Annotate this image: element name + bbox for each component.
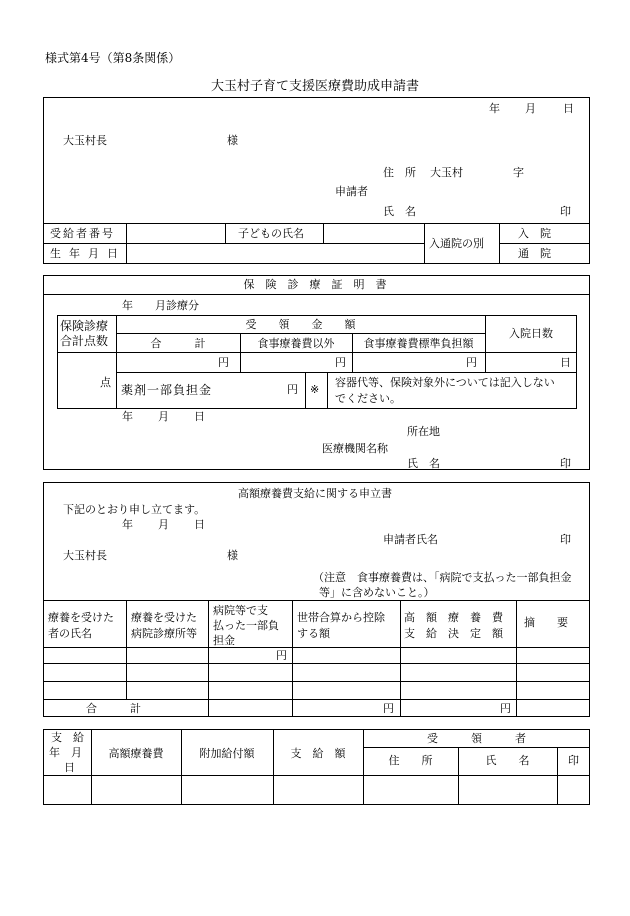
col-household-header: 世帯合算から控除 する額: [297, 611, 385, 640]
divider: [126, 223, 127, 264]
note-text-1: 容器代等、保険対象外については記入しない: [335, 376, 555, 389]
note-mark: ※: [310, 383, 320, 396]
high-cost-date-year: 年: [122, 518, 133, 531]
divider: [91, 729, 92, 805]
application-date-month: 月: [525, 102, 536, 115]
drug-copay-label: 薬剤一部負担金: [121, 383, 213, 397]
applicant-seal: 印: [560, 205, 571, 218]
child-name-label: 子どもの氏名: [238, 227, 304, 240]
divider: [43, 775, 590, 776]
meal-yen: 円: [466, 356, 477, 369]
high-cost-statement: 下記のとおり申し立てます。: [63, 503, 206, 516]
high-cost-amount-label: 高額療養費: [108, 747, 164, 760]
doctor-seal: 印: [560, 457, 571, 470]
non-meal-yen: 円: [335, 356, 346, 369]
recipient-header: 受 領 者: [427, 732, 526, 745]
page-title: 大玉村子育て支援医療費助成申請書: [210, 79, 419, 94]
recipient-address-label: 住 所: [388, 754, 433, 767]
institution-location-label: 所在地: [407, 425, 440, 438]
address-aza: 字: [513, 166, 524, 179]
address-label: 住 所: [383, 166, 416, 179]
decision-total-yen: 円: [500, 702, 511, 715]
divider: [116, 372, 577, 373]
high-cost-title: 高額療養費支給に関する申立書: [238, 487, 392, 500]
certificate-date-month: 月: [158, 410, 169, 423]
application-date-day: 日: [563, 102, 574, 115]
divider: [424, 223, 425, 264]
divider: [126, 600, 127, 699]
total-yen: 円: [218, 356, 229, 369]
institution-name-label: 医療機関名称: [322, 442, 388, 455]
divider: [485, 315, 486, 372]
divider: [323, 223, 324, 243]
inpatient-days-header: 入院日数: [509, 327, 553, 340]
divider: [327, 372, 328, 409]
recipient-name-label: 氏 名: [485, 754, 530, 767]
applicant-label: 申請者: [335, 185, 368, 198]
points-header: 保険診療合計点数: [60, 319, 109, 348]
col-remarks-header: 摘 要: [524, 616, 568, 629]
inpatient-label: 入 院: [518, 227, 551, 240]
addressee: 大玉村長: [63, 134, 107, 147]
form-number: 様式第4号（第8条関係）: [45, 51, 181, 65]
col-decision-header: 高 額 療 養 費 支 給 決 定 額: [404, 611, 503, 640]
certificate-date-year: 年: [122, 410, 133, 423]
divider: [116, 333, 485, 334]
divider: [516, 600, 517, 717]
high-cost-seal: 印: [560, 533, 571, 546]
note-text-2: でください。: [335, 392, 401, 405]
divider: [43, 243, 424, 244]
divider: [116, 352, 577, 353]
additional-benefit-label: 附加給付額: [199, 747, 255, 760]
divider: [305, 372, 306, 409]
high-cost-addressee: 大玉村長: [63, 549, 107, 562]
payment-date-label-3: 日: [64, 761, 75, 774]
birthdate-label: 生年月日: [50, 247, 126, 260]
divider: [273, 729, 274, 805]
address-village: 大玉村: [430, 166, 463, 179]
divider: [400, 600, 401, 717]
high-cost-date-day: 日: [194, 518, 205, 531]
doctor-name-label: 氏 名: [407, 457, 440, 470]
caution-2: 等」に含めないこと。）: [319, 586, 435, 599]
divider: [225, 223, 226, 243]
honorific: 様: [227, 134, 238, 147]
divider: [499, 243, 590, 244]
certificate-date-day: 日: [194, 410, 205, 423]
col-hospital-header: 療養を受けた 病院診療所等: [131, 611, 197, 640]
divider: [57, 352, 116, 353]
amount-header: 受 領 金 額: [245, 318, 356, 331]
household-total-yen: 円: [383, 702, 394, 715]
high-cost-total-label: 合 計: [86, 702, 141, 715]
treatment-period: 年 月診療分: [122, 299, 199, 312]
total-header: 合 計: [150, 337, 206, 350]
caution-1: （注意 食事療養費は、「病院で支払った一部負担金: [313, 571, 572, 584]
in-out-label: 入通院の別: [429, 237, 484, 250]
high-cost-applicant-name-label: 申請者氏名: [383, 533, 438, 546]
high-cost-date-month: 月: [158, 518, 169, 531]
meal-header: 食事療養費標準負担額: [363, 337, 474, 350]
divider: [292, 600, 293, 717]
divider: [363, 747, 590, 748]
payment-date-label-2: 年 月: [49, 746, 82, 759]
divider: [208, 600, 209, 717]
divider: [43, 294, 590, 295]
high-cost-honorific: 様: [227, 549, 238, 562]
col-patient-header: 療養を受けた 者の氏名: [48, 611, 114, 640]
payment-date-label-1: 支 給: [51, 731, 84, 744]
divider: [43, 699, 590, 700]
application-date-year: 年: [489, 102, 500, 115]
recipient-number-label: 受給者番号: [50, 227, 115, 240]
paid-yen: 円: [276, 649, 287, 662]
non-meal-header: 食事療養費以外: [257, 337, 335, 350]
days-unit: 日: [560, 356, 571, 369]
applicant-name-label: 氏 名: [383, 205, 416, 218]
payment-amount-label: 支 給 額: [290, 747, 346, 760]
drug-copay-yen: 円: [287, 383, 298, 396]
col-paid-header: 病院等で支 払った一部負 担金: [213, 604, 279, 647]
certificate-title: 保 険 診 療 証 明 書: [243, 278, 387, 291]
recipient-seal: 印: [568, 754, 579, 767]
divider: [499, 223, 500, 264]
divider: [181, 729, 182, 805]
points-unit: 点: [100, 376, 111, 389]
outpatient-label: 通 院: [518, 247, 551, 260]
